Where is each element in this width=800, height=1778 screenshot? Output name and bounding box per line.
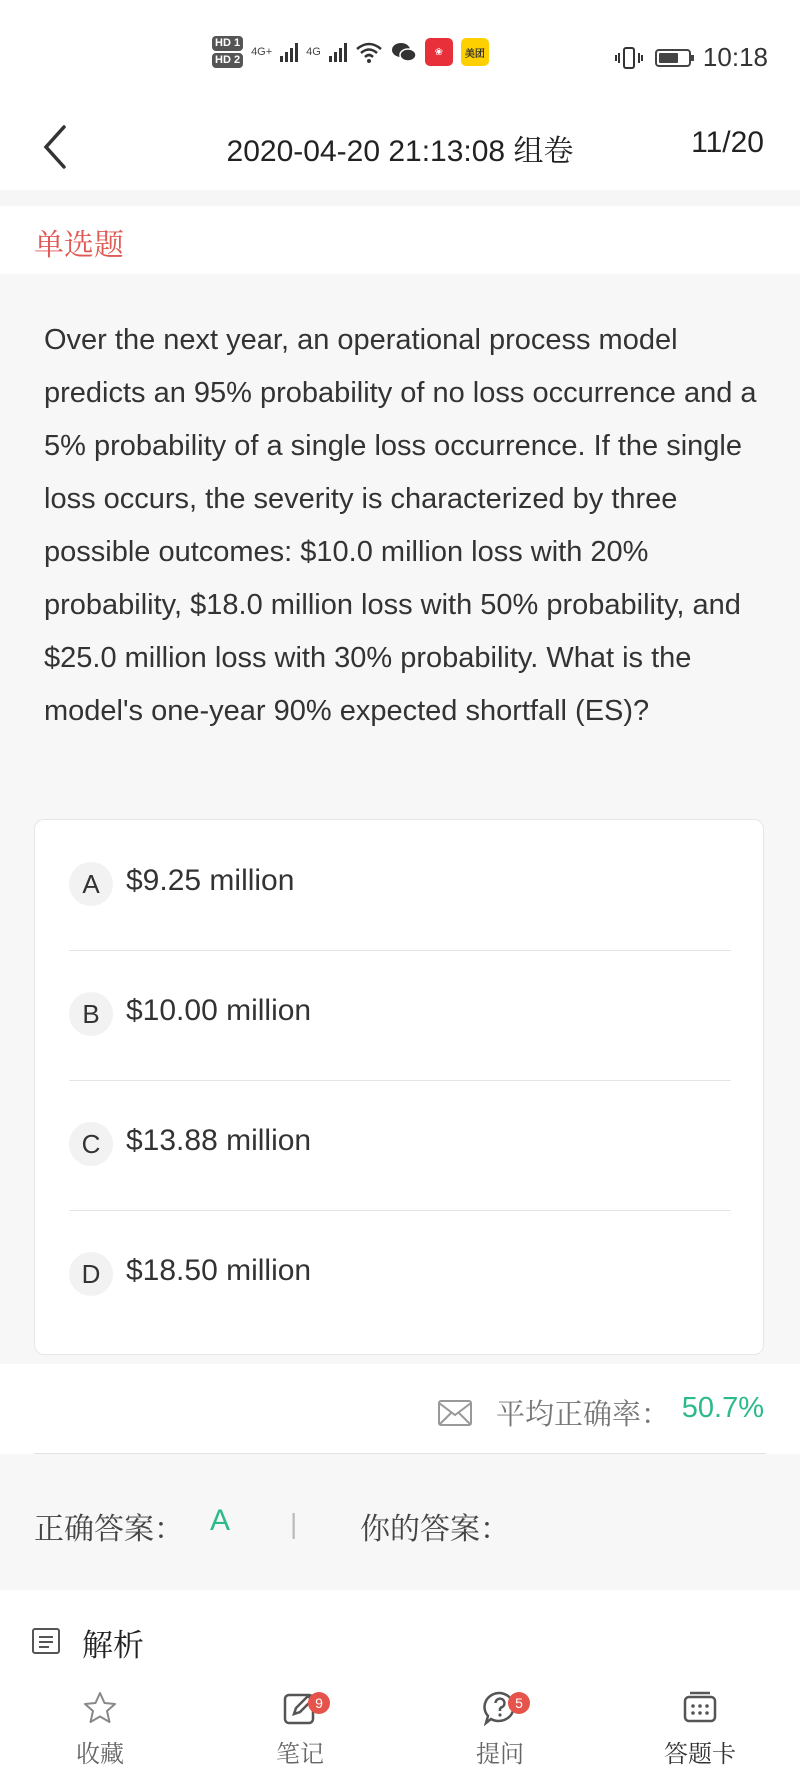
- tab-label: 答题卡: [664, 1741, 736, 1768]
- vibrate-icon: [615, 46, 643, 70]
- status-left: [212, 36, 489, 68]
- option-c[interactable]: [69, 1080, 731, 1211]
- option-letter: C: [69, 1122, 113, 1166]
- sim1-badge: HD 1: [212, 36, 243, 51]
- tab-label: 收藏: [76, 1741, 124, 1768]
- battery-icon: [655, 49, 691, 67]
- tab-label: 笔记: [276, 1741, 324, 1768]
- wifi-icon: [355, 41, 383, 63]
- question-progress: 11/20: [691, 126, 764, 159]
- envelope-icon[interactable]: [438, 1400, 472, 1426]
- correct-answer-value: A: [210, 1504, 231, 1537]
- signal-bars-1-icon: [280, 42, 298, 62]
- network-type-2: 4G: [306, 46, 321, 58]
- option-d[interactable]: [69, 1210, 731, 1340]
- analysis-label: 解析: [82, 1628, 144, 1663]
- question-type-bar: [0, 206, 800, 274]
- option-text: $18.50 million: [126, 1254, 312, 1287]
- option-text: $10.00 million: [126, 994, 312, 1027]
- option-letter: B: [69, 992, 113, 1036]
- your-answer-label: 你的答案：: [360, 1513, 510, 1546]
- ask-badge: 5: [508, 1692, 530, 1714]
- option-letter: D: [69, 1252, 113, 1296]
- document-list-icon: [32, 1628, 60, 1654]
- status-bar: [0, 0, 800, 110]
- bottom-tab-bar: [0, 1680, 800, 1778]
- question-area: [0, 274, 800, 1364]
- divider-band: [0, 190, 800, 206]
- notes-badge: 9: [308, 1692, 330, 1714]
- option-text: $13.88 million: [126, 1124, 312, 1157]
- tab-ask[interactable]: [400, 1680, 600, 1778]
- correct-answer-label: 正确答案：: [34, 1513, 184, 1546]
- option-a[interactable]: [69, 820, 731, 951]
- top-nav-bar: [0, 110, 800, 190]
- status-right: [615, 42, 768, 73]
- accuracy-row: [0, 1364, 800, 1454]
- tab-notes[interactable]: [200, 1680, 400, 1778]
- star-icon: [82, 1690, 118, 1726]
- answer-separator: |: [290, 1508, 298, 1539]
- analysis-section[interactable]: [0, 1590, 800, 1680]
- question-text: Over the next year, an operational process model predicts an 95% probability of no loss occurrence and a 5% probability of a single loss occurrence. If the single loss occurs, the severity is characterized by three possible outcomes: $10.0 million loss with 20% probability, $18.0 million loss with 50% probability, and $25.0 million loss with 30% probability. What is the model's one-year 90% expected shortfall (ES)?: [44, 324, 757, 727]
- average-accuracy-value: 50.7%: [681, 1392, 764, 1424]
- wechat-icon: [391, 41, 417, 63]
- network-type-1: 4G+: [251, 46, 273, 58]
- tab-answer-card[interactable]: [600, 1680, 800, 1778]
- tab-favorite[interactable]: [0, 1680, 200, 1778]
- option-b[interactable]: [69, 950, 731, 1081]
- question-type-label: 单选题: [34, 229, 124, 262]
- answer-card-icon: [682, 1690, 718, 1726]
- sim2-badge: HD 2: [212, 53, 243, 68]
- app-notification-icon: ❀: [425, 38, 453, 66]
- clock: 10:18: [702, 42, 768, 72]
- option-text: $9.25 million: [126, 864, 295, 897]
- page-title: 2020-04-20 21:13:08 组卷: [226, 135, 574, 168]
- signal-bars-2-icon: [329, 42, 347, 62]
- sim-indicators: [212, 36, 243, 68]
- answer-row: [0, 1454, 800, 1590]
- tab-label: 提问: [476, 1741, 524, 1768]
- options-card: [34, 819, 764, 1355]
- option-letter: A: [69, 862, 113, 906]
- average-accuracy-label: 平均正确率：: [496, 1399, 671, 1431]
- meituan-icon: 美团: [461, 38, 489, 66]
